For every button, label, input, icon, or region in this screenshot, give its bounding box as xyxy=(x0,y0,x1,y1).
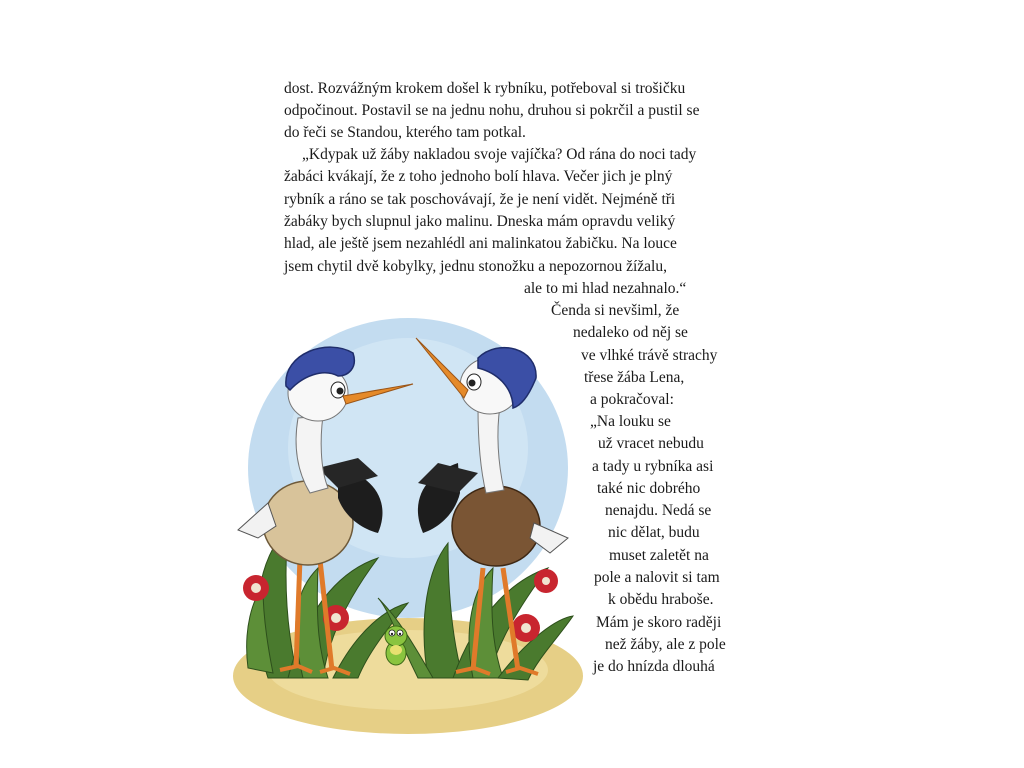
text-line: Mám je skoro raději xyxy=(596,614,722,631)
text-line: pole a nalovit si tam xyxy=(594,569,720,586)
text-line: než žáby, ale z pole xyxy=(605,636,726,653)
text-line: rybník a ráno se tak poschovávají, že je není vidět. Nejméně tři xyxy=(284,191,676,208)
text-line: hlad, ale ještě jsem nezahlédl ani malinkatou žabičku. Na louce xyxy=(284,235,677,252)
text-line: Čenda si nevšiml, že xyxy=(551,302,680,319)
text-line: žabáky bych slupnul jako malinu. Dneska mám opravdu veliký xyxy=(284,213,676,230)
frog xyxy=(385,626,407,665)
text-line: a tady u rybníka asi xyxy=(592,458,714,475)
text-line: je do hnízda dlouhá xyxy=(593,658,715,675)
text-line: už vracet nebudu xyxy=(598,435,704,452)
text-line: nedaleko od něj se xyxy=(573,324,688,341)
storks-illustration xyxy=(228,298,588,738)
text-line: muset zaletět na xyxy=(609,547,709,564)
text-line: nenajdu. Nedá se xyxy=(605,502,712,519)
flower xyxy=(534,569,558,593)
flower xyxy=(243,575,269,601)
text-line: také nic dobrého xyxy=(597,480,701,497)
text-line: k obědu hraboše. xyxy=(608,591,714,608)
text-line: ale to mi hlad nezahnalo.“ xyxy=(524,280,687,297)
text-line: ve vlhké trávě strachy xyxy=(581,347,718,364)
text-line: a pokračoval: xyxy=(590,391,674,408)
text-line: žabáci kvákají, že z toho jednoho bolí hlava. Večer jich je plný xyxy=(284,168,673,185)
text-line: „Kdypak už žáby nakladou svoje vajíčka? Od rána do noci tady xyxy=(302,146,697,163)
text-line: odpočinout. Postavil se na jednu nohu, druhou si pokrčil a pustil se xyxy=(284,102,700,119)
text-line: třese žába Lena, xyxy=(584,369,685,386)
flower xyxy=(512,614,540,642)
text-line: dost. Rozvážným krokem došel k rybníku, potřeboval si trošičku xyxy=(284,80,686,97)
text-line: „Na louku se xyxy=(590,413,671,430)
text-line: nic dělat, budu xyxy=(608,524,700,541)
text-line: do řeči se Standou, kterého tam potkal. xyxy=(284,124,526,141)
text-line: jsem chytil dvě kobylky, jednu stonožku a nepozornou žížalu, xyxy=(284,258,667,275)
